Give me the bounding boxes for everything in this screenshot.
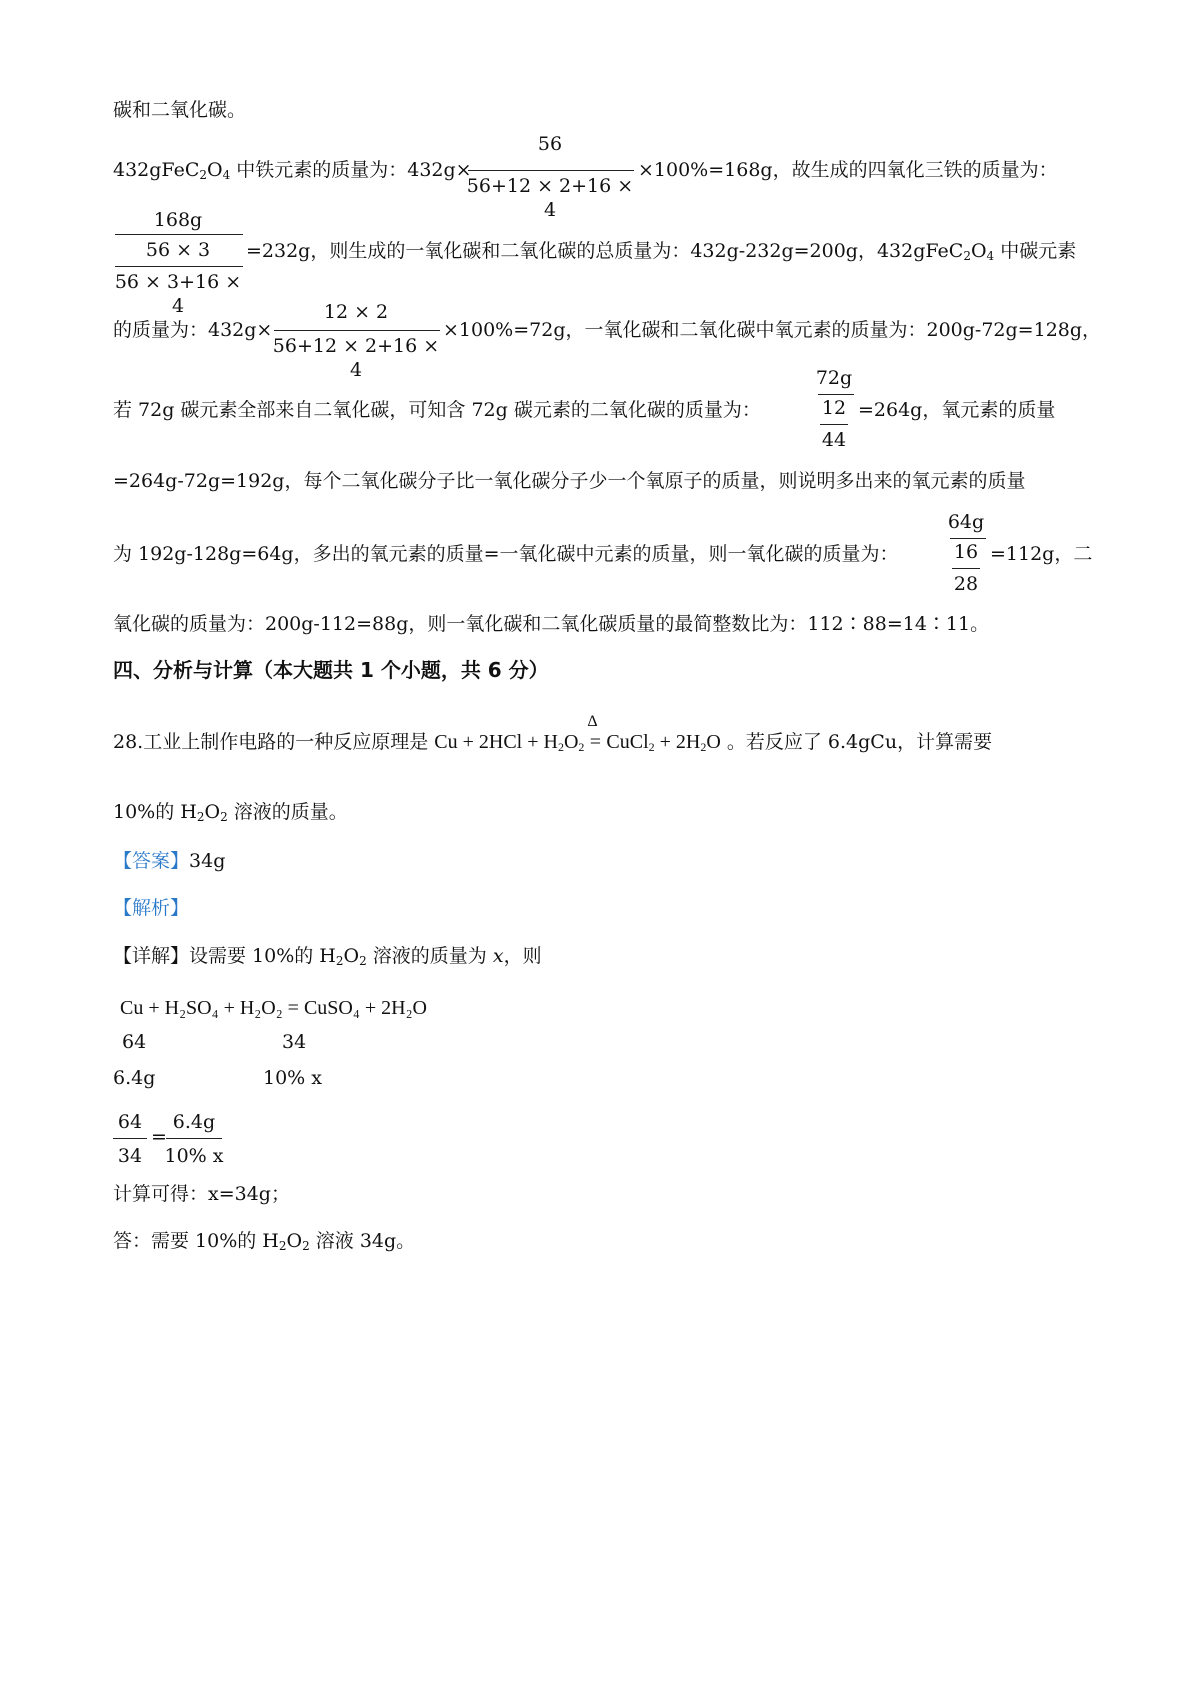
ratio-value: 6.4g xyxy=(113,1067,156,1089)
fraction-bar xyxy=(274,330,440,331)
ratio-value: 10% x xyxy=(263,1067,322,1089)
fraction: 168g xyxy=(153,209,203,231)
fraction-bar xyxy=(950,538,986,539)
fraction-bar xyxy=(115,234,243,235)
fraction-bar xyxy=(115,266,243,267)
fraction: 28 xyxy=(953,573,979,595)
answer-line xyxy=(113,849,225,873)
fraction: 44 xyxy=(821,429,847,451)
ratio-value: 64 xyxy=(122,1031,147,1053)
heat-symbol: Δ xyxy=(587,713,598,730)
section-heading: 四、分析与计算（本大题共 1 个小题，共 6 分） xyxy=(113,658,549,682)
fraction-bar xyxy=(818,394,854,395)
fraction: 56 xyxy=(537,133,563,155)
proportion-left: 64 xyxy=(117,1111,143,1133)
text-line: 为 192g-128g=64g，多出的氧元素的质量=一氧化碳中元素的质量，则一氧化碳的质量为： xyxy=(113,543,899,565)
fraction-bar xyxy=(820,424,848,425)
answer-value: 34g xyxy=(189,850,226,872)
final-answer: 答：需要 10%的 $H_2O_2$ 溶液 34g。 xyxy=(113,1230,416,1253)
text-line: 若 72g 碳元素全部来自二氧化碳，可知含 72g 碳元素的二氧化碳的质量为： xyxy=(113,399,761,421)
fraction-bar xyxy=(166,1138,222,1139)
fraction: 16 xyxy=(953,541,979,563)
proportion-left: 34 xyxy=(117,1145,143,1167)
fraction: 64g xyxy=(947,511,985,533)
ratio-value: 34 xyxy=(282,1031,307,1053)
analysis-tag: 【解析】 xyxy=(113,897,190,919)
chemical-equation: $Cu + 2HCl + H_2O_2$ Δ = CuCl$_2$ + $2H_2O$ xyxy=(434,731,721,753)
fraction: 72g xyxy=(815,367,853,389)
proportion-right: 10% x xyxy=(164,1145,224,1167)
fraction-bar xyxy=(952,568,980,569)
text-line: =264g，氧元素的质量 xyxy=(858,399,1056,421)
question-text: 10%的 $H_2O_2$ 溶液的质量。 xyxy=(113,801,348,824)
proportion-right: 6.4g xyxy=(172,1111,216,1133)
text-line: =112g，二 xyxy=(990,543,1093,565)
fraction: 12 xyxy=(821,397,847,419)
text-line: ×100%=72g，一氧化碳和二氧化碳中氧元素的质量为：200g-72g=128g， xyxy=(443,319,1102,341)
fraction: 12 × 2 xyxy=(323,301,389,323)
reaction-equation: Cu + H₂SO₄ + H₂O₂ = CuSO₄ + 2H₂O xyxy=(120,997,427,1019)
text-line: 的质量为：432g× xyxy=(113,319,273,341)
question-text: 28.工业上制作电路的一种反应原理是 $Cu + 2HCl + H_2O_2$ Δ = CuCl$_2$ + $2H_2O$ 。若反应了 6.4gCu，计算需要 xyxy=(113,730,992,754)
text-line: 碳和二氧化碳。 xyxy=(113,99,247,121)
calc-line: 计算可得：x=34g； xyxy=(113,1183,290,1205)
fraction: 56 × 3+16 × 4 xyxy=(114,271,242,317)
answer-tag: 【答案】 xyxy=(113,850,190,872)
text-line: =264g-72g=192g，每个二氧化碳分子比一氧化碳分子少一个氧原子的质量，则说明多出来的氧元素的质量 xyxy=(113,470,1026,492)
fraction-bar xyxy=(113,1138,147,1139)
text-line: 氧化碳的质量为：200g-112=88g，则一氧化碳和二氧化碳质量的最简整数比为：112∶88=14∶11。 xyxy=(113,613,990,635)
fraction: 56 × 3 xyxy=(145,239,211,261)
text-line: ×100%=168g，故生成的四氧化三铁的质量为： xyxy=(638,159,1058,181)
equals-sign: = xyxy=(151,1126,167,1148)
fraction-bar xyxy=(468,170,634,171)
text-line: $432gFeC_2O_4$ 中铁元素的质量为：432g× xyxy=(113,159,472,182)
text-line: =232g，则生成的一氧化碳和二氧化碳的总质量为：432g-232g=200g，$432gFeC_2O_4$ 中碳元素 xyxy=(246,240,1077,263)
fraction: 56+12 × 2+16 × 4 xyxy=(466,175,634,221)
detail-line: 【详解】设需要 10%的 $H_2O_2$ 溶液的质量为 x，则 xyxy=(113,945,542,968)
fraction: 56+12 × 2+16 × 4 xyxy=(272,335,440,381)
